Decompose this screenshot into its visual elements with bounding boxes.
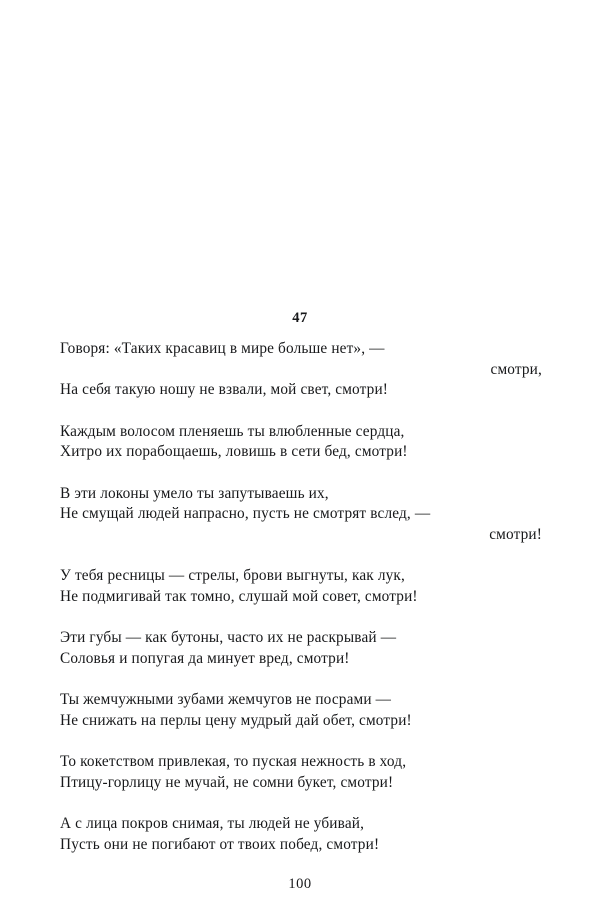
poem-line: На себя такую ношу не взвали, мой свет, смотри! xyxy=(60,381,389,398)
stanza xyxy=(60,422,552,463)
poem-line: смотри! xyxy=(489,525,542,543)
poem-number: 47 xyxy=(292,310,308,326)
page-number: 100 xyxy=(288,876,312,892)
poem-line: В эти локоны умело ты запутываешь их, xyxy=(60,484,329,502)
poem-line: Пусть они не погибают от твоих побед, смотри! xyxy=(60,835,380,853)
poem-line: А с лица покров снимая, ты людей не убивай, xyxy=(60,815,365,832)
poem-body xyxy=(60,339,552,876)
stanza xyxy=(60,752,552,793)
stanza xyxy=(60,690,552,731)
poem-line: Ты жемчужными зубами жемчугов не посрами — xyxy=(60,691,392,708)
poem-line: Хитро их порабощаешь, ловишь в сети бед, смотри! xyxy=(60,443,408,460)
poem-line: смотри, xyxy=(490,360,542,378)
poem-line: То кокетством привлекая, то пуская нежность в ход, xyxy=(60,753,407,770)
poem-line: Не подмигивай так томно, слушай мой совет, смотри! xyxy=(60,587,418,605)
stanza xyxy=(60,484,552,546)
poem-line: Не смущай людей напрасно, пусть не смотрят вслед, — xyxy=(60,505,431,522)
poem-line: Птицу-горлицу не мучай, не сомни букет, смотри! xyxy=(60,773,394,791)
poem-line: Соловья и попугая да минует вред, смотри! xyxy=(60,649,350,667)
stanza xyxy=(60,628,552,669)
stanza xyxy=(60,814,552,855)
poem-line: Каждым волосом пленяешь ты влюбленные сердца, xyxy=(60,422,405,440)
poem-line: У тебя ресницы — стрелы, брови выгнуты, как лук, xyxy=(60,567,405,584)
poem-line: Не снижать на перлы цену мудрый дай обет, смотри! xyxy=(60,711,412,729)
stanza xyxy=(60,566,552,607)
stanza xyxy=(60,339,552,401)
poem-line: Эти губы — как бутоны, часто их не раскрывай — xyxy=(60,629,397,646)
poem-line: Говоря: «Таких красавиц в мире больше нет», — xyxy=(60,340,385,357)
